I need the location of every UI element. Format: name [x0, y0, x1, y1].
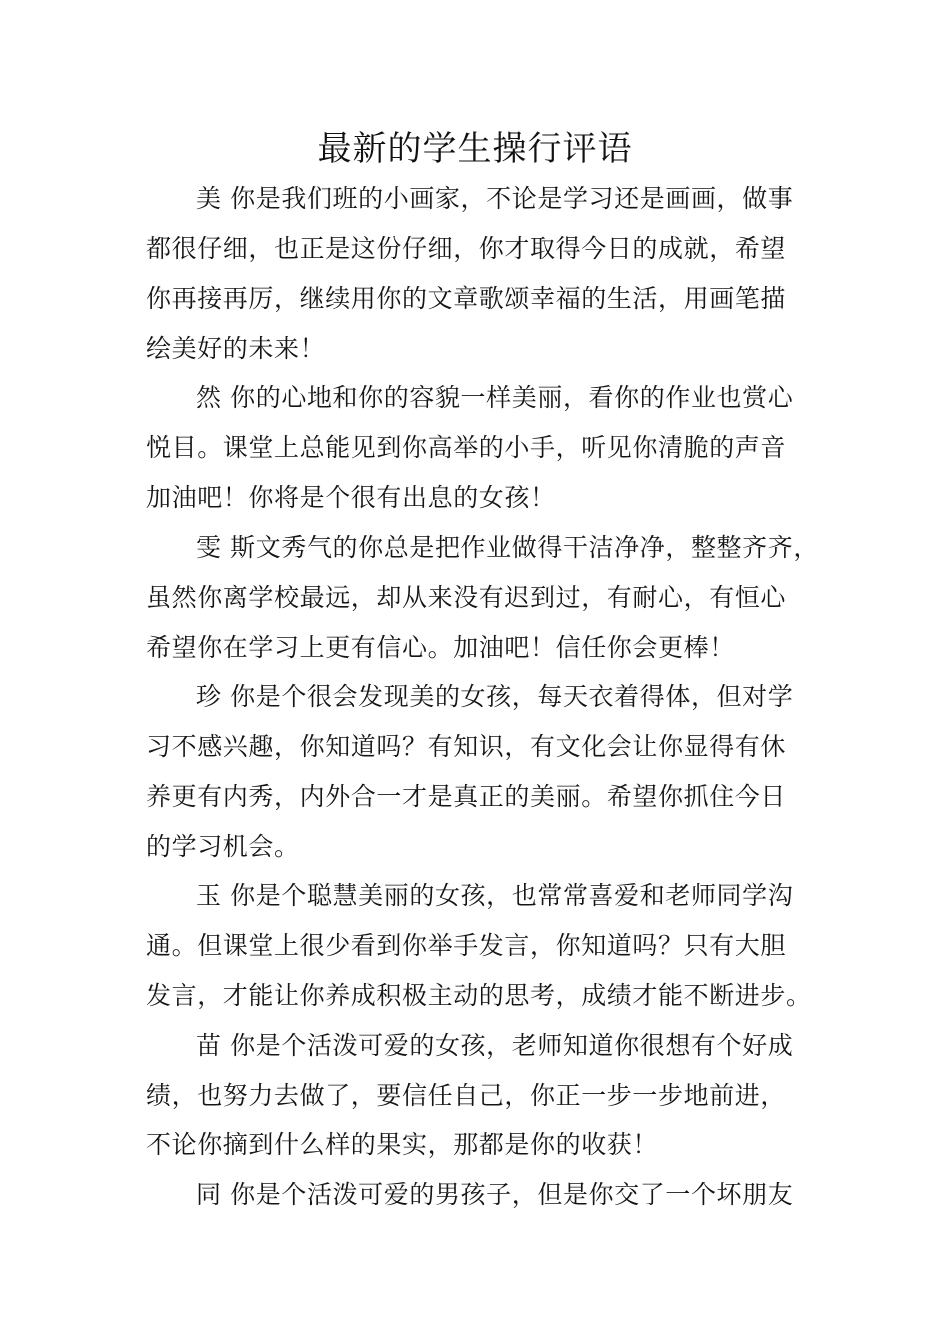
paragraph-5-line-3: 发言，才能让你养成积极主动的思考，成绩才能不断进步。: [146, 981, 812, 1010]
paragraph-1-line-2: 都很仔细，也正是这份仔细，你才取得今日的成就，希望: [146, 234, 787, 263]
paragraph-6-line-1: 苗 你是个活泼可爱的女孩，老师知道你很想有个好成: [196, 1031, 794, 1060]
paragraph-3-line-3: 希望你在学习上更有信心。加油吧！信任你会更棒！: [146, 633, 735, 662]
paragraph-7-line-1: 同 你是个活泼可爱的男孩子，但是你交了一个坏朋友: [196, 1180, 794, 1209]
paragraph-5-line-2: 通。但课堂上很少看到你举手发言，你知道吗？只有大胆: [146, 931, 787, 960]
paragraph-4-line-1: 珍 你是个很会发现美的女孩，每天衣着得体，但对学: [196, 682, 794, 711]
paragraph-6-line-3: 不论你摘到什么样的果实，那都是你的收获！: [146, 1130, 659, 1159]
paragraph-2-line-2: 悦目。课堂上总能见到你高举的小手，听见你清脆的声音: [146, 433, 787, 462]
paragraph-5-line-1: 玉 你是个聪慧美丽的女孩，也常常喜爱和老师同学沟: [196, 881, 794, 910]
document-title: 最新的学生操行评语: [317, 129, 633, 169]
paragraph-3-line-2: 虽然你离学校最远，却从来没有迟到过，有耐心，有恒心: [146, 583, 787, 612]
paragraph-6-line-2: 绩，也努力去做了，要信任自己，你正一步一步地前进，: [146, 1081, 787, 1110]
paragraph-4-line-4: 的学习机会。: [146, 832, 300, 861]
paragraph-4-line-2: 习不感兴趣，你知道吗？有知识，有文化会让你显得有休: [146, 732, 787, 761]
paragraph-1-line-1: 美 你是我们班的小画家，不论是学习还是画画，做事: [196, 184, 794, 213]
paragraph-1-line-3: 你再接再厉，继续用你的文章歌颂幸福的生活，用画笔描: [146, 284, 787, 313]
paragraph-3-line-1: 雯 斯文秀气的你总是把作业做得干洁净净，整整齐齐，: [196, 533, 819, 562]
paragraph-2-line-1: 然 你的心地和你的容貌一样美丽，看你的作业也赏心: [196, 383, 794, 412]
paragraph-2-line-3: 加油吧！你将是个很有出息的女孩！: [146, 483, 556, 512]
paragraph-4-line-3: 养更有内秀，内外合一才是真正的美丽。希望你抓住今日: [146, 782, 787, 811]
paragraph-1-line-4: 绘美好的未来！: [146, 334, 326, 363]
